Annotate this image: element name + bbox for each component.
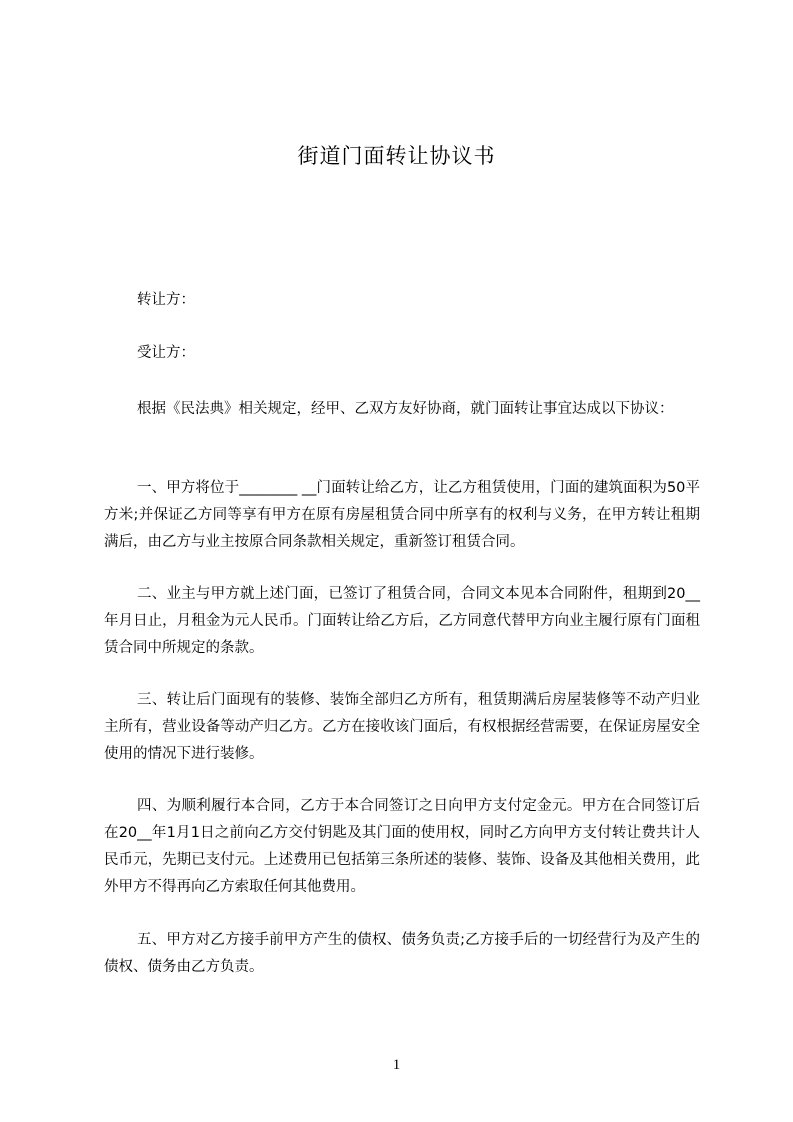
clause-2: 二、业主与甲方就上述门面，已签订了租赁合同，合同文本见本合同附件，租期到20__年月日止，月租金为元人民币。门面转让给乙方后，乙方同意代替甲方向业主履行原有门面租赁合同中所规定的条款。 (104, 586, 700, 656)
transferee-line: 受让方： (137, 345, 195, 361)
document-title: 街道门面转让协议书 (297, 144, 496, 168)
clause-1: 一、甲方将位于________ __门面转让给乙方，让乙方租赁使用，门面的建筑面积为50平方米;并保证乙方同等享有甲方在原有房屋租赁合同中所享有的权利与义务，在甲方转让租期满后，由乙方与业主按原合同条款相关规定，重新签订租赁合同。 (104, 480, 700, 550)
clause-5: 五、甲方对乙方接手前甲方产生的债权、债务负责;乙方接手后的一切经营行为及产生的债权、债务由乙方负责。 (104, 932, 700, 975)
clause-4: 四、为顺利履行本合同，乙方于本合同签订之日向甲方支付定金元。甲方在合同签订后在20__年1月1日之前向乙方交付钥匙及其门面的使用权，同时乙方向甲方支付转让费共计人民币元，先期已支付元。上述费用已包括第三条所述的装修、装饰、设备及其他相关费用，此外甲方不得再向乙方索取任何其他费用。 (104, 798, 700, 895)
page-number: 1 (392, 1057, 401, 1073)
clause-3: 三、转让后门面现有的装修、装饰全部归乙方所有，租赁期满后房屋装修等不动产归业主所有，营业设备等动产归乙方。乙方在接收该门面后，有权根据经营需要，在保证房屋安全使用的情况下进行装修。 (104, 692, 700, 762)
intro-paragraph: 根据《民法典》相关规定，经甲、乙双方友好协商，就门面转让事宜达成以下协议： (137, 401, 674, 417)
transferor-line: 转让方： (137, 292, 195, 308)
